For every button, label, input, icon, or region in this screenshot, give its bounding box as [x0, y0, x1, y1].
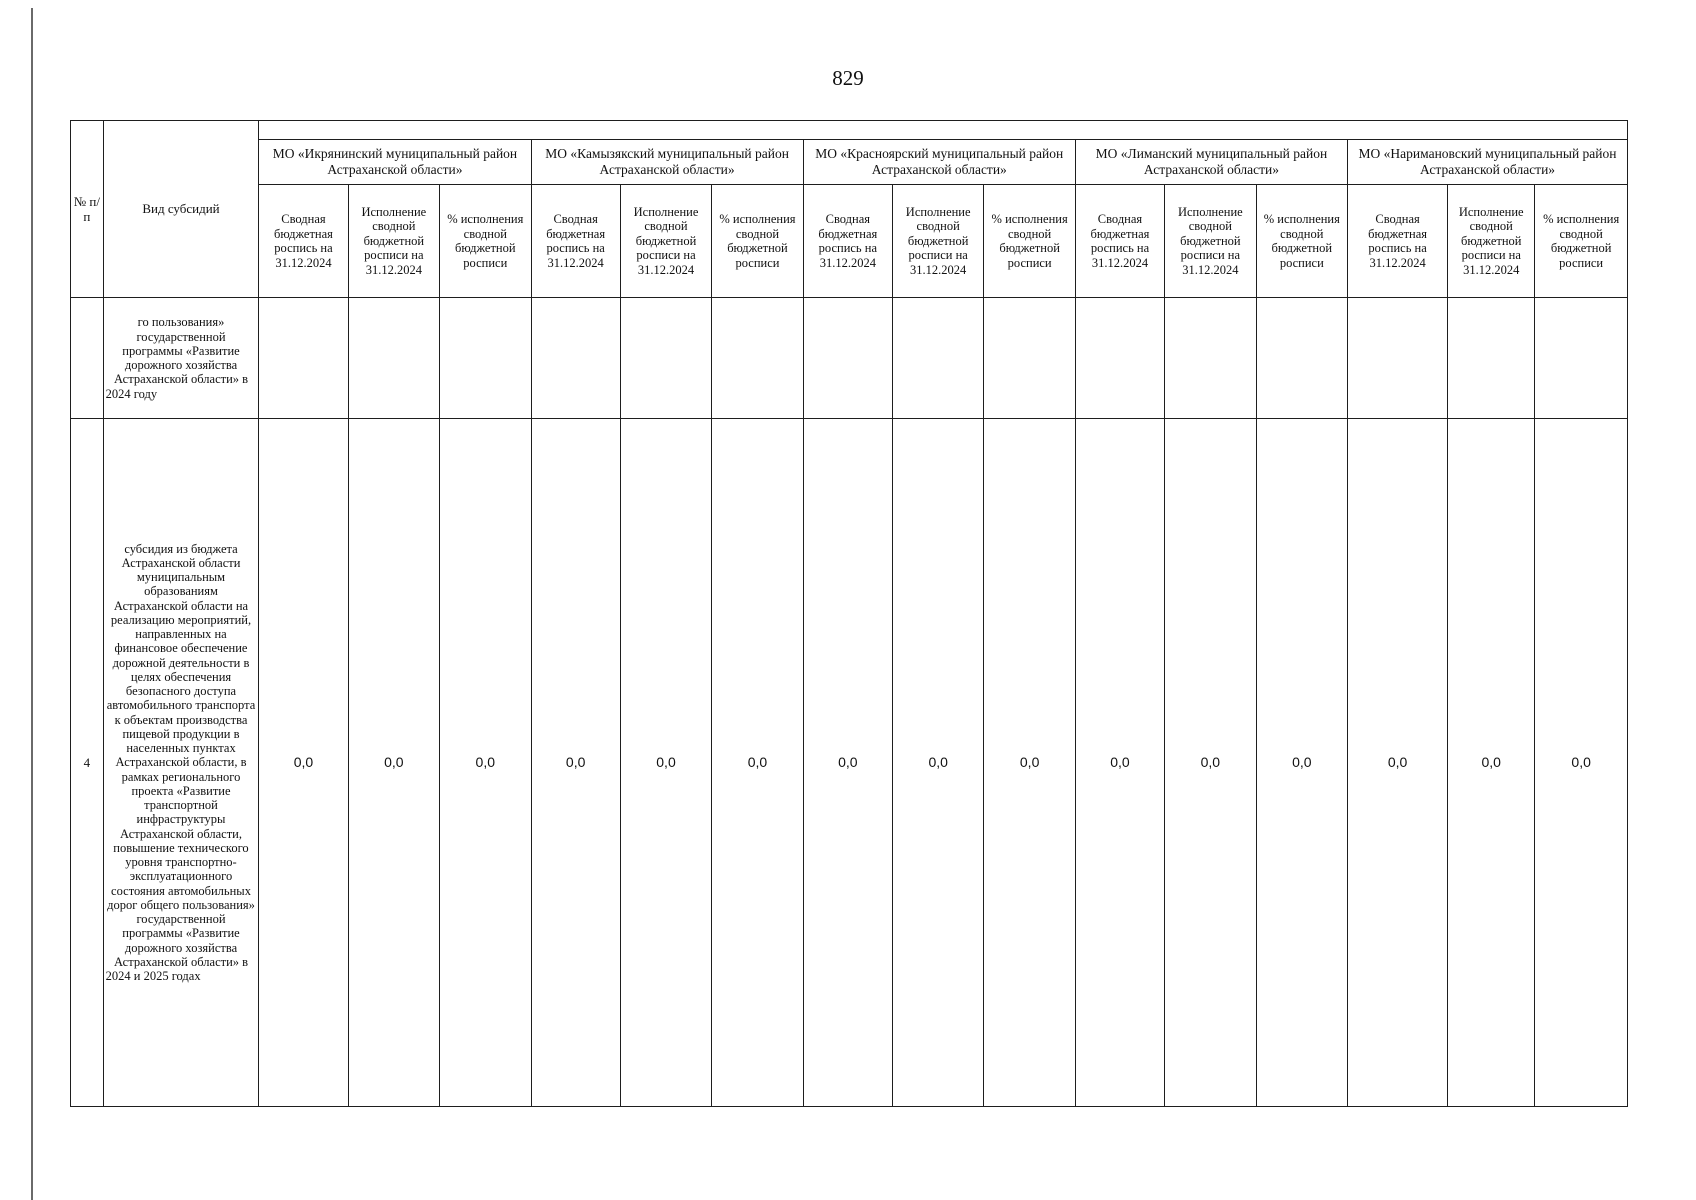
- value-cell: [620, 298, 711, 419]
- value-cell: 0,0: [440, 419, 531, 1107]
- column-header: % исполнения сводной бюджетной росписи: [1535, 185, 1628, 298]
- table-row: [71, 298, 1628, 419]
- value-cell: [1165, 298, 1256, 419]
- subsidy-table: [70, 120, 1628, 1107]
- column-header: Исполнение сводной бюджетной росписи на 31.12.2024: [1448, 185, 1535, 298]
- value-cell: [803, 298, 892, 419]
- page-number: 829: [832, 66, 864, 90]
- value-cell: [1075, 298, 1164, 419]
- value-cell: [1448, 298, 1535, 419]
- value-cell: 0,0: [984, 419, 1075, 1107]
- value-cell: 0,0: [1448, 419, 1535, 1107]
- column-header: Сводная бюджетная роспись на 31.12.2024: [803, 185, 892, 298]
- table-row: [71, 419, 1628, 1107]
- row-number: [71, 298, 104, 419]
- value-cell: [892, 298, 983, 419]
- region-header: МО «Наримановский муниципальный район Астраханской области»: [1348, 140, 1628, 185]
- column-header-row: [71, 185, 1628, 298]
- region-header: МО «Красноярский муниципальный район Астраханской области»: [803, 140, 1075, 185]
- value-cell: 0,0: [620, 419, 711, 1107]
- column-header: % исполнения сводной бюджетной росписи: [1256, 185, 1347, 298]
- column-header: Исполнение сводной бюджетной росписи на 31.12.2024: [620, 185, 711, 298]
- column-header: Сводная бюджетная роспись на 31.12.2024: [259, 185, 348, 298]
- header-strip: [259, 121, 1628, 140]
- value-cell: 0,0: [1348, 419, 1448, 1107]
- value-cell: [984, 298, 1075, 419]
- region-header: МО «Лиманский муниципальный район Астраханской области»: [1075, 140, 1347, 185]
- value-cell: [348, 298, 439, 419]
- table-body: [71, 298, 1628, 1107]
- value-cell: 0,0: [348, 419, 439, 1107]
- region-header: МО «Камызякский муниципальный район Астраханской области»: [531, 140, 803, 185]
- column-header: Сводная бюджетная роспись на 31.12.2024: [1348, 185, 1448, 298]
- column-header: Исполнение сводной бюджетной росписи на 31.12.2024: [1165, 185, 1256, 298]
- subsidy-description: субсидия из бюджета Астраханской области муниципальным образованиям Астраханской области на реализацию мероприятий, направленных на финансовое обеспечение дорожной деятельности в целях обеспечения безопасного доступа автомобильного транспорта к объектам производства пищевой продукции в населенных пунктах Астраханской области, в рамках регионального проекта «Развитие транспортной инфраструктуры Астраханской области, повышение технического уровня транспортно-эксплуатационного состояния автомобильных дорог общего пользования» государственной программы «Развитие дорожного хозяйства Астраханской области» в 2024 и 2025 годах: [103, 419, 259, 1107]
- value-cell: [440, 298, 531, 419]
- value-cell: 0,0: [259, 419, 348, 1107]
- value-cell: 0,0: [1256, 419, 1347, 1107]
- value-cell: 0,0: [1535, 419, 1628, 1107]
- value-cell: 0,0: [803, 419, 892, 1107]
- column-header: Сводная бюджетная роспись на 31.12.2024: [531, 185, 620, 298]
- column-header: Исполнение сводной бюджетной росписи на 31.12.2024: [892, 185, 983, 298]
- value-cell: 0,0: [1165, 419, 1256, 1107]
- subsidy-description: го пользования» государственной программы «Развитие дорожного хозяйства Астраханской области» в 2024 году: [103, 298, 259, 419]
- value-cell: [259, 298, 348, 419]
- column-header: Исполнение сводной бюджетной росписи на 31.12.2024: [348, 185, 439, 298]
- column-header: % исполнения сводной бюджетной росписи: [440, 185, 531, 298]
- value-cell: 0,0: [712, 419, 803, 1107]
- value-cell: 0,0: [892, 419, 983, 1107]
- column-header: Сводная бюджетная роспись на 31.12.2024: [1075, 185, 1164, 298]
- column-header: % исполнения сводной бюджетной росписи: [984, 185, 1075, 298]
- value-cell: [531, 298, 620, 419]
- region-header-row: [71, 140, 1628, 185]
- value-cell: [1256, 298, 1347, 419]
- row-number: 4: [71, 419, 104, 1107]
- value-cell: 0,0: [531, 419, 620, 1107]
- page-margin-line: [31, 8, 33, 1200]
- column-header: % исполнения сводной бюджетной росписи: [712, 185, 803, 298]
- region-header: МО «Икрянинский муниципальный район Астраханской области»: [259, 140, 531, 185]
- header-strip-row: [71, 121, 1628, 140]
- value-cell: [1535, 298, 1628, 419]
- type-header: Вид субсидий: [103, 121, 259, 298]
- num-header: № п/п: [71, 121, 104, 298]
- value-cell: 0,0: [1075, 419, 1164, 1107]
- value-cell: [712, 298, 803, 419]
- value-cell: [1348, 298, 1448, 419]
